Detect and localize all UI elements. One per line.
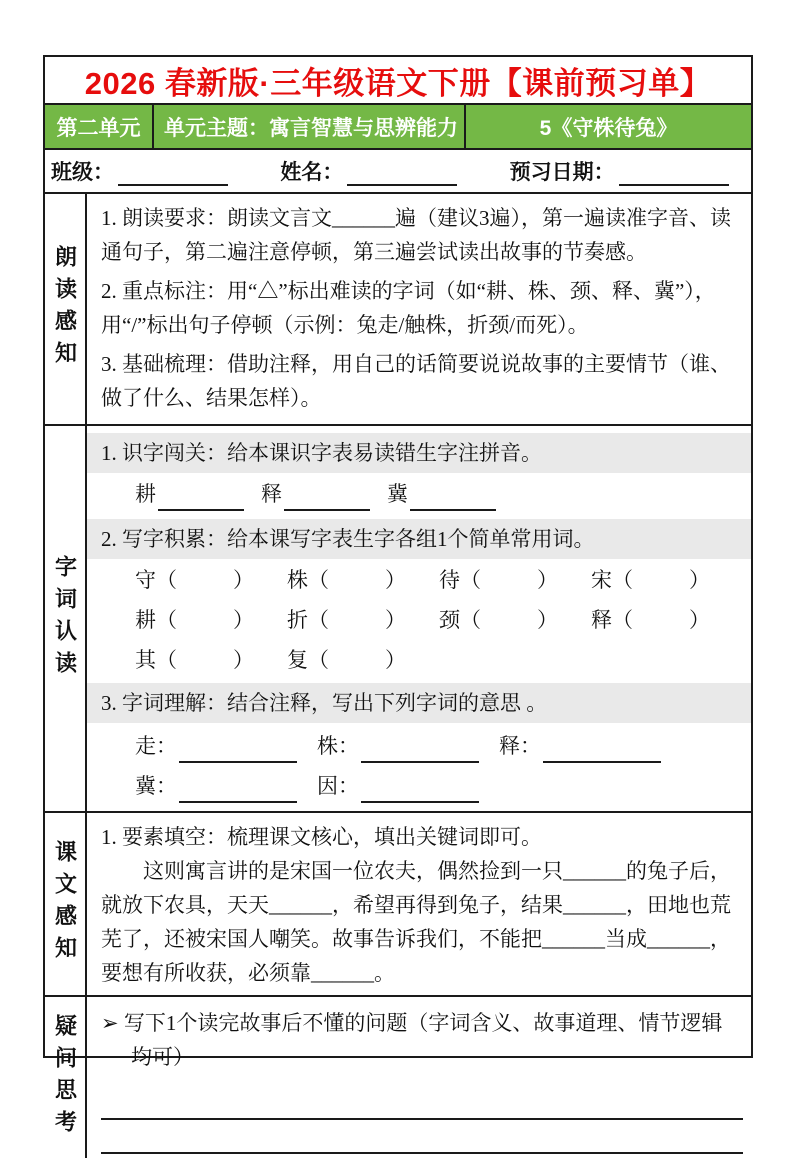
- meaning-row-2: [87, 769, 751, 803]
- answer-line-1: [101, 1086, 743, 1120]
- arrow-bullet-icon: ➢: [101, 1011, 119, 1035]
- worksheet: [43, 55, 753, 1142]
- name-blank-line: [347, 162, 457, 186]
- paren-close: ）: [537, 608, 558, 632]
- colon: ：: [520, 734, 541, 758]
- info-row: [45, 150, 751, 192]
- section-words: [45, 424, 751, 811]
- word-row-3: [87, 643, 751, 677]
- question-prompt: [87, 1004, 751, 1074]
- reading-item-3: 3. 基础梳理：借助注释，用自己的话简要说说故事的主要情节（谁、做了什么、结果怎样）。: [101, 352, 731, 410]
- word-entry: [287, 563, 439, 597]
- class-label: 班级：: [51, 161, 114, 184]
- date-blank-line: [619, 162, 729, 186]
- paren-close: ）: [385, 648, 406, 672]
- paren-open: （: [612, 568, 633, 592]
- paren-open: （: [308, 568, 329, 592]
- section-text-label: 课文感知: [45, 813, 87, 995]
- section-question: [45, 995, 751, 1158]
- word-char: 复: [287, 648, 308, 672]
- colon: ：: [156, 774, 177, 798]
- word-entry: [135, 603, 287, 637]
- meaning-blank-line: [179, 777, 297, 803]
- question-prompt-text: 写下1个读完故事后不懂的问题（字词含义、故事道理、情节逻辑均可）: [123, 1011, 723, 1069]
- meaning-entry: [317, 769, 499, 803]
- name-field: [280, 156, 509, 186]
- pinyin-char: 耕: [135, 482, 156, 506]
- pinyin-blank-line: [158, 485, 244, 511]
- class-blank-line: [118, 162, 228, 186]
- paren-open: （: [308, 648, 329, 672]
- meaning-blank-line: [361, 737, 479, 763]
- word-char: 其: [135, 648, 156, 672]
- word-char: 颈: [439, 608, 460, 632]
- word-char: 耕: [135, 608, 156, 632]
- meaning-entry: [135, 729, 317, 763]
- pinyin-blank-line: [284, 485, 370, 511]
- paren-close: ）: [233, 648, 254, 672]
- text-item-1-heading: 1. 要素填空：梳理课文核心，填出关键词即可。: [101, 825, 542, 849]
- word-char: 待: [439, 568, 460, 592]
- section-reading-label: 朗读感知: [45, 194, 87, 424]
- pinyin-row: [87, 477, 751, 511]
- section-question-label: 疑问思考: [45, 997, 87, 1158]
- meaning-char: 因: [317, 774, 338, 798]
- paren-close: ）: [233, 568, 254, 592]
- word-entry: [439, 563, 591, 597]
- paren-open: （: [612, 608, 633, 632]
- words-item-1-heading: 1. 识字闯关：给本课识字表易读错生字注拼音。: [87, 433, 751, 473]
- meaning-entry: [317, 729, 499, 763]
- word-row-2: [87, 603, 751, 637]
- word-entry: [287, 603, 439, 637]
- paren-close: ）: [689, 568, 710, 592]
- word-entry: [591, 603, 743, 637]
- paren-close: ）: [385, 608, 406, 632]
- word-entry: [135, 563, 287, 597]
- pinyin-entry: [261, 477, 387, 511]
- name-label: 姓名：: [280, 161, 344, 184]
- paren-open: （: [460, 568, 481, 592]
- unit-bar: [45, 105, 751, 150]
- word-entry: [135, 643, 287, 677]
- pinyin-entry: [135, 477, 261, 511]
- paren-close: ）: [233, 608, 254, 632]
- word-entry: [287, 643, 439, 677]
- page-title: 2026 春新版·三年级语文下册【课前预习单】: [84, 65, 712, 101]
- meaning-char: 冀: [135, 774, 156, 798]
- paren-close: ）: [385, 568, 406, 592]
- word-entry: [591, 563, 743, 597]
- paren-close: ）: [537, 568, 558, 592]
- meaning-char: 释: [499, 734, 520, 758]
- lesson-title: 5《守株待兔》: [464, 105, 751, 148]
- reading-item-2: 2. 重点标注：用“△”标出难读的字词（如“耕、株、颈、释、冀”），用“/”标出句子停顿（示例：兔走/触株，折颈/而死）。: [101, 279, 716, 337]
- meaning-blank-line: [361, 777, 479, 803]
- section-reading: [45, 192, 751, 424]
- meaning-blank-line: [543, 737, 661, 763]
- reading-item-1: 1. 朗读要求：朗读文言文______遍（建议3遍），第一遍读准字音、读通句子，第二遍注意停顿，第三遍尝试读出故事的节奏感。: [101, 206, 731, 264]
- answer-line-2: [101, 1120, 743, 1154]
- meaning-entry: [135, 769, 317, 803]
- text-fill-paragraph: 这则寓言讲的是宋国一位农夫，偶然捡到一只______的兔子后，就放下农具，天天______，希望再得到兔子，结果______，田地也荒芜了，还被宋国人嘲笑。故事告诉我们，不能把______当成______，要想有所收获，必须靠______。: [101, 859, 731, 985]
- paren-open: （: [156, 648, 177, 672]
- section-text: [45, 811, 751, 995]
- word-char: 株: [287, 568, 308, 592]
- unit-theme: 单元主题：寓言智慧与思辨能力: [152, 105, 464, 148]
- class-field: [51, 156, 280, 186]
- section-reading-content: [87, 194, 751, 424]
- words-item-2-heading: 2. 写字积累：给本课写字表生字各组1个简单常用词。: [87, 519, 751, 559]
- date-field: [510, 156, 739, 186]
- paren-open: （: [460, 608, 481, 632]
- pinyin-char: 冀: [387, 482, 408, 506]
- meaning-char: 株: [317, 734, 338, 758]
- section-words-label: 字词认读: [45, 426, 87, 811]
- section-question-content: [87, 997, 751, 1158]
- date-label: 预习日期：: [509, 161, 615, 184]
- paren-open: （: [156, 568, 177, 592]
- paren-open: （: [308, 608, 329, 632]
- word-entry: [439, 603, 591, 637]
- word-char: 宋: [591, 568, 612, 592]
- word-row-1: [87, 563, 751, 597]
- meaning-entry: [499, 729, 681, 763]
- pinyin-entry: [387, 477, 513, 511]
- title-row: [45, 57, 751, 105]
- word-char: 释: [591, 608, 612, 632]
- meaning-blank-line: [179, 737, 297, 763]
- words-item-3-heading: 3. 字词理解：结合注释，写出下列字词的意思 。: [87, 683, 751, 723]
- section-words-content: [87, 426, 751, 811]
- unit-number: 第二单元: [56, 116, 141, 140]
- paren-close: ）: [689, 608, 710, 632]
- meaning-char: 走: [135, 734, 156, 758]
- meaning-row-1: [87, 729, 751, 763]
- pinyin-char: 释: [261, 482, 282, 506]
- colon: ：: [338, 734, 359, 758]
- colon: ：: [338, 774, 359, 798]
- section-text-content: [87, 813, 751, 995]
- pinyin-blank-line: [410, 485, 496, 511]
- word-char: 守: [135, 568, 156, 592]
- paren-open: （: [156, 608, 177, 632]
- colon: ：: [156, 734, 177, 758]
- word-char: 折: [287, 608, 308, 632]
